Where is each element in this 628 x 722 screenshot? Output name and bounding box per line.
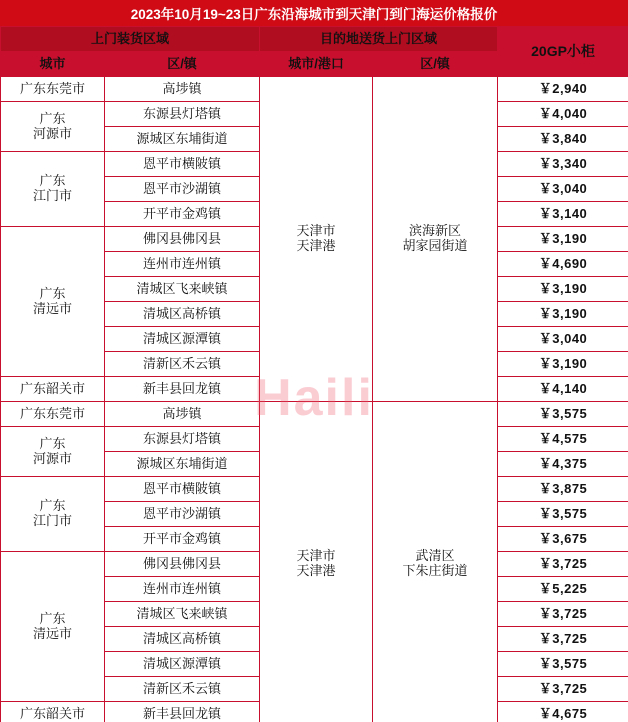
cell-pickup-district: 东源县灯塔镇 (105, 102, 260, 127)
header-delivery-group: 目的地送货上门区域 (260, 27, 498, 52)
table-row (1, 77, 628, 102)
header-price: 20GP小柜 (498, 27, 628, 77)
cell-price: ￥3,040 (498, 327, 628, 352)
cell-price: ￥3,875 (498, 477, 628, 502)
cell-pickup-district: 清城区高桥镇 (105, 302, 260, 327)
cell-pickup-district: 源城区东埔街道 (105, 127, 260, 152)
cell-price: ￥3,575 (498, 502, 628, 527)
cell-pickup-district: 连州市连州镇 (105, 252, 260, 277)
cell-price: ￥3,575 (498, 652, 628, 677)
cell-price: ￥3,725 (498, 602, 628, 627)
page-title: 2023年10月19~23日广东沿海城市到天津门到门海运价格报价 (0, 0, 628, 26)
cell-price: ￥3,675 (498, 527, 628, 552)
cell-pickup-district: 清城区源潭镇 (105, 327, 260, 352)
cell-pickup-city: 广东东莞市 (1, 402, 105, 427)
cell-dest-city: 天津市 天津港 (260, 77, 373, 402)
header-city: 城市 (1, 52, 105, 77)
cell-price: ￥5,225 (498, 577, 628, 602)
cell-pickup-district: 开平市金鸡镇 (105, 527, 260, 552)
cell-price: ￥3,340 (498, 152, 628, 177)
cell-dest-district: 武清区 下朱庄街道 (373, 402, 498, 722)
cell-pickup-city: 广东 河源市 (1, 102, 105, 152)
cell-pickup-district: 佛冈县佛冈县 (105, 552, 260, 577)
cell-dest-district: 滨海新区 胡家园街道 (373, 77, 498, 402)
cell-price: ￥3,190 (498, 302, 628, 327)
cell-price: ￥3,140 (498, 202, 628, 227)
cell-pickup-district: 恩平市沙湖镇 (105, 502, 260, 527)
cell-pickup-district: 高埗镇 (105, 402, 260, 427)
cell-price: ￥3,190 (498, 352, 628, 377)
cell-price: ￥3,190 (498, 277, 628, 302)
cell-pickup-district: 高埗镇 (105, 77, 260, 102)
cell-price: ￥3,840 (498, 127, 628, 152)
cell-price: ￥3,725 (498, 627, 628, 652)
cell-pickup-district: 清新区禾云镇 (105, 677, 260, 702)
watermark: Haili (254, 369, 374, 427)
cell-pickup-district: 开平市金鸡镇 (105, 202, 260, 227)
cell-pickup-city: 广东 清远市 (1, 227, 105, 377)
cell-dest-city: 天津市 天津港 (260, 402, 373, 722)
cell-price: ￥4,690 (498, 252, 628, 277)
table-header (1, 27, 628, 77)
cell-pickup-city: 广东 江门市 (1, 152, 105, 227)
cell-pickup-city: 广东 清远市 (1, 552, 105, 702)
header-dest-district: 区/镇 (373, 52, 498, 77)
cell-price: ￥3,190 (498, 227, 628, 252)
cell-pickup-city: 广东韶关市 (1, 702, 105, 722)
cell-price: ￥3,725 (498, 677, 628, 702)
cell-pickup-city: 广东 江门市 (1, 477, 105, 552)
table-body (1, 77, 628, 722)
cell-pickup-city: 广东韶关市 (1, 377, 105, 402)
header-district: 区/镇 (105, 52, 260, 77)
cell-pickup-city: 广东 河源市 (1, 427, 105, 477)
cell-pickup-district: 清新区禾云镇 (105, 352, 260, 377)
cell-pickup-district: 清城区飞来峡镇 (105, 277, 260, 302)
cell-pickup-district: 恩平市沙湖镇 (105, 177, 260, 202)
price-table (0, 26, 628, 722)
cell-price: ￥4,375 (498, 452, 628, 477)
header-dest-city: 城市/港口 (260, 52, 373, 77)
cell-price: ￥4,575 (498, 427, 628, 452)
cell-pickup-district: 恩平市横陂镇 (105, 152, 260, 177)
cell-pickup-district: 源城区东埔街道 (105, 452, 260, 477)
cell-pickup-district: 佛冈县佛冈县 (105, 227, 260, 252)
cell-price: ￥4,040 (498, 102, 628, 127)
cell-pickup-district: 新丰县回龙镇 (105, 377, 260, 402)
cell-pickup-district: 新丰县回龙镇 (105, 702, 260, 722)
cell-pickup-district: 清城区高桥镇 (105, 627, 260, 652)
cell-price: ￥2,940 (498, 77, 628, 102)
cell-pickup-district: 清城区源潭镇 (105, 652, 260, 677)
cell-price: ￥3,725 (498, 552, 628, 577)
table-row (1, 402, 628, 427)
cell-pickup-district: 恩平市横陂镇 (105, 477, 260, 502)
header-pickup-group: 上门装货区域 (1, 27, 260, 52)
cell-pickup-district: 连州市连州镇 (105, 577, 260, 602)
cell-pickup-district: 清城区飞来峡镇 (105, 602, 260, 627)
cell-price: ￥3,575 (498, 402, 628, 427)
cell-pickup-city: 广东东莞市 (1, 77, 105, 102)
table-header-group-row (1, 27, 628, 52)
cell-pickup-district: 东源县灯塔镇 (105, 427, 260, 452)
cell-price: ￥4,140 (498, 377, 628, 402)
cell-price: ￥3,040 (498, 177, 628, 202)
cell-price: ￥4,675 (498, 702, 628, 722)
